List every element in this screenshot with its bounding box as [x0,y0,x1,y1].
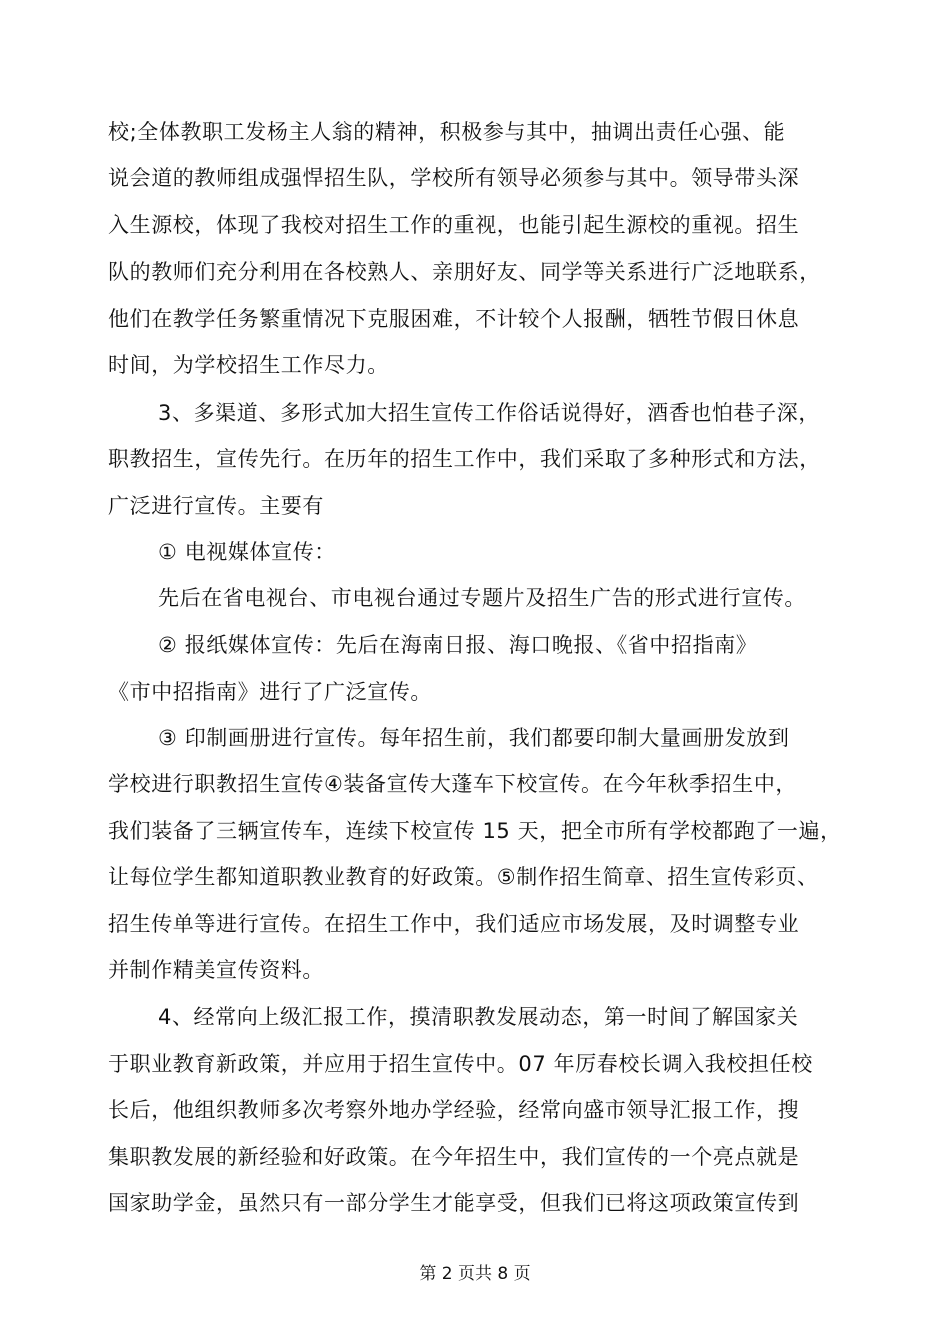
text-line: 校;全体教职工发杨主人翁的精神，积极参与其中，抽调出责任心强、能 [108,120,786,144]
text-line: 4、经常向上级汇报工作，摸清职教发展动态，第一时间了解国家关 [158,1005,799,1029]
text-line: 于职业教育新政策，并应用于招生宣传中。07 年厉春校长调入我校担任校 [108,1052,813,1076]
text-line: 时间，为学校招生工作尽力。 [108,353,389,377]
text-line: 让每位学生都知道职教业教育的好政策。⑤制作招生简章、招生宣传彩页、 [108,865,819,889]
text-line: 集职教发展的新经验和好政策。在今年招生中，我们宣传的一个亮点就是 [108,1145,800,1169]
text-line: 学校进行职教招生宣传④装备宣传大蓬车下校宣传。在今年秋季招生中， [108,772,798,796]
text-line: 队的教师们充分利用在各校熟人、亲朋好友、同学等关系进行广泛地联系， [108,260,821,284]
text-line: 说会道的教师组成强悍招生队，学校所有领导必须参与其中。领导带头深 [108,166,800,190]
text-line: 3、多渠道、多形式加大招生宣传工作俗话说得好，酒香也怕巷子深， [158,401,820,425]
text-line: 长后，他组织教师多次考察外地办学经验，经常向盛市领导汇报工作，搜 [108,1098,800,1122]
text-line: 入生源校，体现了我校对招生工作的重视，也能引起生源校的重视。招生 [108,213,800,237]
text-line: ③ 印制画册进行宣传。每年招生前，我们都要印制大量画册发放到 [158,726,790,750]
text-line: 职教招生，宣传先行。在历年的招生工作中，我们采取了多种形式和方法， [108,447,821,471]
text-line: 他们在教学任务繁重情况下克服困难，不计较个人报酬，牺牲节假日休息 [108,307,800,331]
text-line: ② 报纸媒体宣传：先后在海南日报、海口晚报、《省中招指南》 [158,633,758,657]
text-line: 先后在省电视台、市电视台通过专题片及招生广告的形式进行宣传。 [158,586,806,610]
text-line: 我们装备了三辆宣传车，连续下校宣传 15 天，把全市所有学校都跑了一遍， [108,819,842,843]
text-line: 国家助学金，虽然只有一部分学生才能享受，但我们已将这项政策宣传到 [108,1191,800,1215]
text-line: 《市中招指南》进行了广泛宣传。 [108,680,432,704]
text-line: 并制作精美宣传资料。 [108,958,324,982]
page-number-footer: 第 2 页共 8 页 [419,1264,531,1284]
text-line: ① 电视媒体宣传： [158,540,336,564]
text-line: 广泛进行宣传。主要有 [108,494,324,518]
text-line: 招生传单等进行宣传。在招生工作中，我们适应市场发展，及时调整专业 [108,912,800,936]
